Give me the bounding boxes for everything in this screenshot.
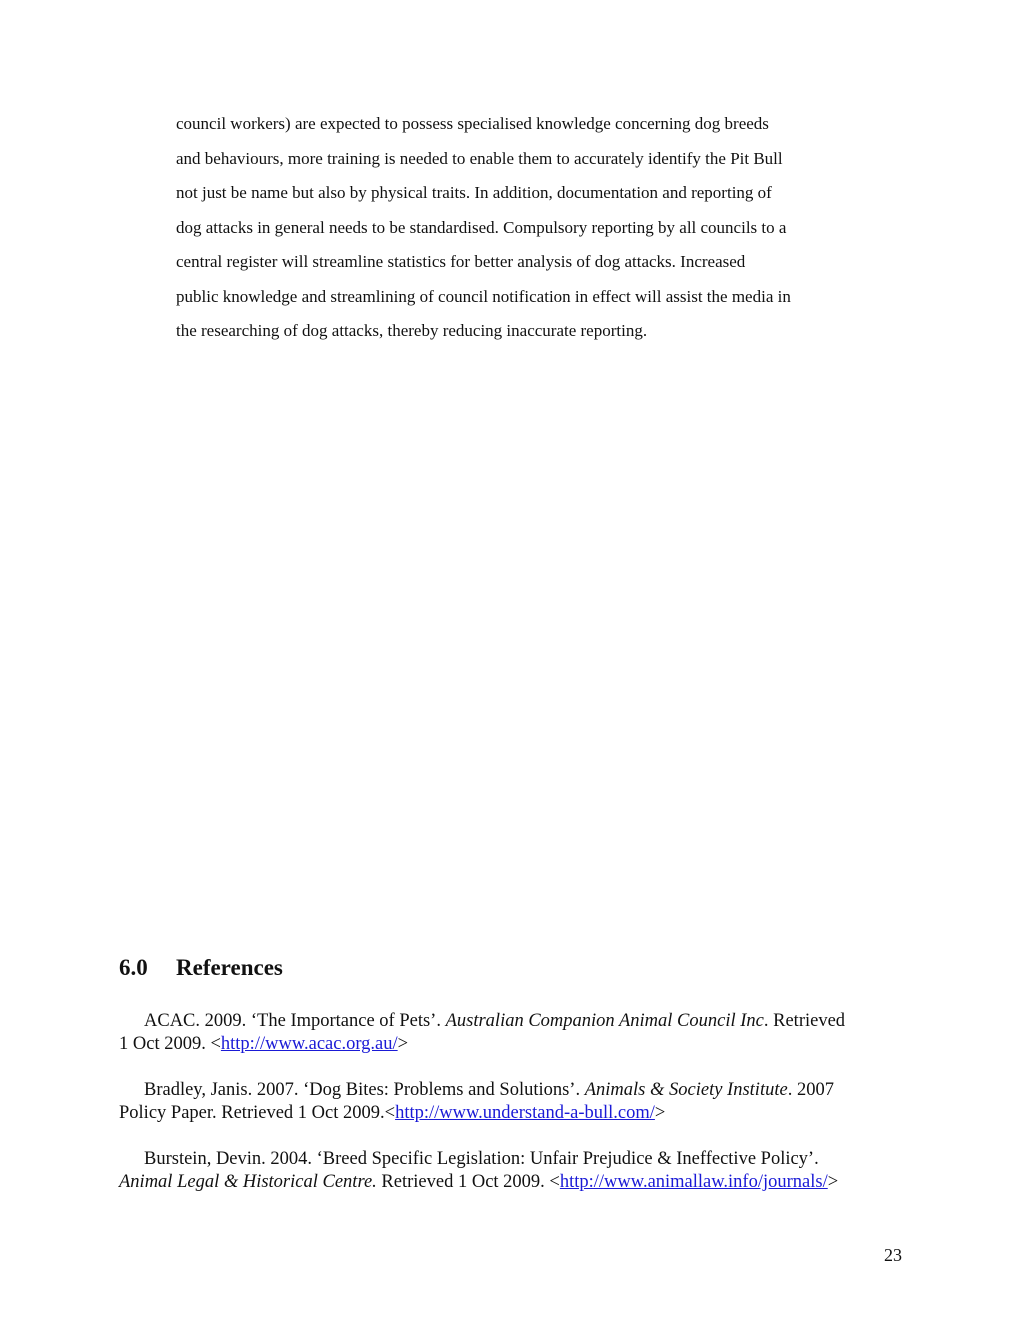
paragraph-line: council workers) are expected to possess specialised knowledge concerning dog breeds [176, 114, 769, 133]
reference-line [119, 1033, 919, 1056]
reference-text: Policy Paper. Retrieved 1 Oct 2009.< [119, 1103, 396, 1123]
body-paragraph [176, 107, 916, 349]
reference-line [119, 1010, 919, 1033]
reference-source: Animals & Society Institute [584, 1080, 788, 1100]
section-number: 6.0 [119, 955, 148, 980]
reference-text: > [827, 1172, 839, 1192]
reference-entry [119, 1010, 919, 1056]
reference-source: Australian Companion Animal Council Inc [445, 1011, 764, 1031]
page-number: 23 [884, 1245, 902, 1265]
reference-text: Retrieved 1 Oct 2009. < [376, 1172, 560, 1192]
paragraph-line: central register will streamline statistics for better analysis of dog attacks. Increased [176, 252, 746, 271]
reference-url-link[interactable]: http://www.understand-a-bull.com/ [395, 1103, 655, 1123]
references-heading [119, 955, 283, 981]
reference-text: . 2007 [787, 1080, 834, 1100]
reference-entry [119, 1079, 919, 1125]
reference-text: ACAC. 2009. ‘The Importance of Pets’. [144, 1011, 446, 1031]
reference-text: 1 Oct 2009. < [119, 1034, 221, 1054]
reference-text: > [397, 1034, 409, 1054]
paragraph-line: public knowledge and streamlining of council notification in effect will assist the media in [176, 286, 791, 306]
paragraph-line: not just be name but also by physical traits. In addition, documentation and reporting of [176, 183, 772, 202]
reference-url-link[interactable]: http://www.acac.org.au/ [220, 1034, 398, 1054]
reference-text: Bradley, Janis. 2007. ‘Dog Bites: Problems and Solutions’. [144, 1080, 585, 1100]
paragraph-line: and behaviours, more training is needed to enable them to accurately identify the Pit Bull [176, 148, 783, 168]
reference-line [119, 1171, 919, 1194]
reference-source: Animal Legal & Historical Centre. [119, 1172, 377, 1192]
reference-line [119, 1148, 919, 1171]
reference-line [119, 1079, 919, 1102]
paragraph-line: the researching of dog attacks, thereby reducing inaccurate reporting. [176, 321, 648, 340]
paragraph-line: dog attacks in general needs to be standardised. Compulsory reporting by all councils to a [176, 217, 787, 237]
reference-url-link[interactable]: http://www.animallaw.info/journals/ [559, 1172, 828, 1192]
reference-line [119, 1102, 919, 1125]
reference-text: Burstein, Devin. 2004. ‘Breed Specific Legislation: Unfair Prejudice & Ineffective Policy’. [144, 1149, 819, 1169]
reference-entry [119, 1148, 919, 1194]
reference-text: > [654, 1103, 666, 1123]
section-title: References [176, 955, 283, 980]
reference-text: . Retrieved [763, 1011, 846, 1031]
